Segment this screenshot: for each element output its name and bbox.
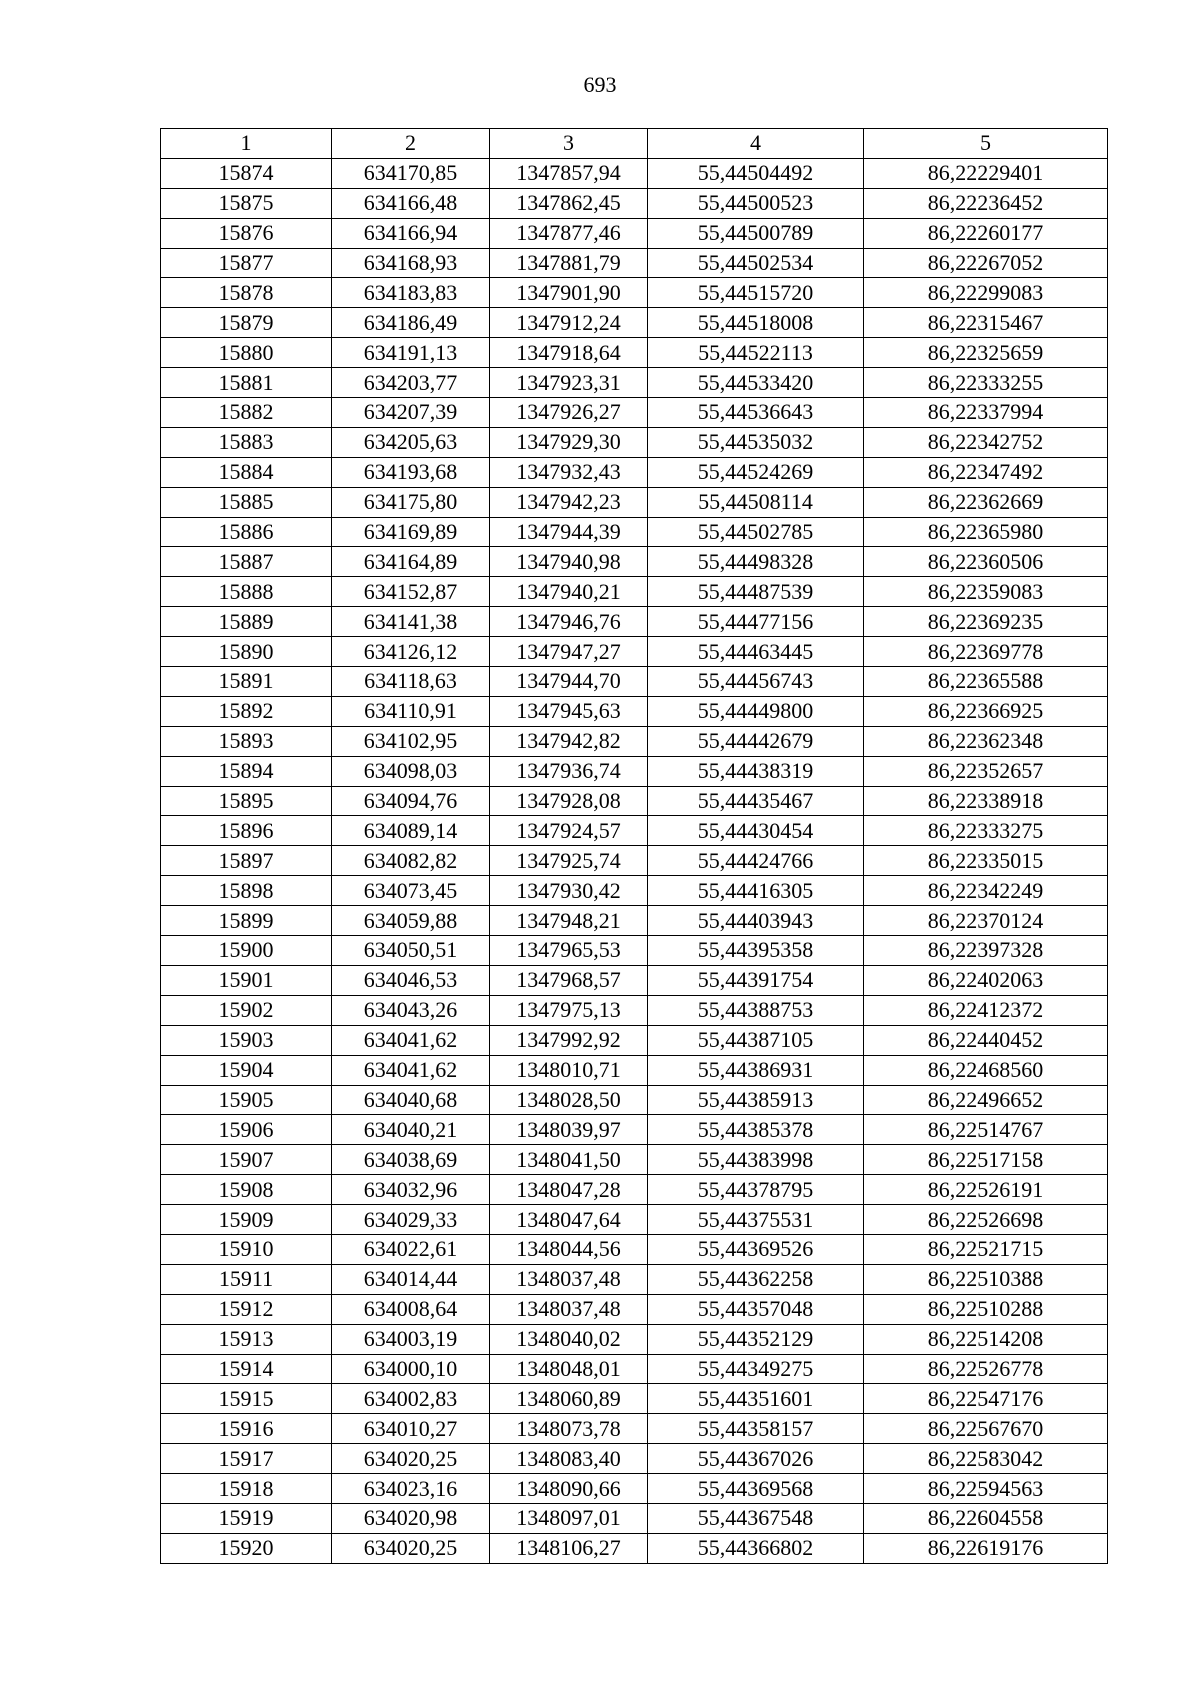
longitude-cell: 86,22412372 [864,995,1108,1025]
point-number-cell: 15874 [161,158,332,188]
y-coordinate-cell: 1348106,27 [490,1533,648,1563]
x-coordinate-cell: 634040,21 [332,1115,490,1145]
longitude-cell: 86,22342249 [864,876,1108,906]
point-number-cell: 15899 [161,906,332,936]
point-number-cell: 15907 [161,1145,332,1175]
column-header-4: 4 [648,129,864,159]
longitude-cell: 86,22514208 [864,1324,1108,1354]
table-row [161,965,1108,995]
point-number-cell: 15901 [161,965,332,995]
point-number-cell: 15883 [161,427,332,457]
y-coordinate-cell: 1348037,48 [490,1294,648,1324]
point-number-cell: 15910 [161,1234,332,1264]
longitude-cell: 86,22440452 [864,1025,1108,1055]
table-row [161,547,1108,577]
point-number-cell: 15887 [161,547,332,577]
latitude-cell: 55,44367026 [648,1444,864,1474]
latitude-cell: 55,44536643 [648,398,864,428]
longitude-cell: 86,22267052 [864,248,1108,278]
longitude-cell: 86,22299083 [864,278,1108,308]
column-header-5: 5 [864,129,1108,159]
y-coordinate-cell: 1347965,53 [490,936,648,966]
latitude-cell: 55,44442679 [648,726,864,756]
longitude-cell: 86,22325659 [864,338,1108,368]
y-coordinate-cell: 1348040,02 [490,1324,648,1354]
point-number-cell: 15918 [161,1474,332,1504]
table-row [161,906,1108,936]
point-number-cell: 15904 [161,1055,332,1085]
longitude-cell: 86,22526698 [864,1205,1108,1235]
table-row [161,188,1108,218]
table-row [161,1294,1108,1324]
point-number-cell: 15920 [161,1533,332,1563]
latitude-cell: 55,44535032 [648,427,864,457]
point-number-cell: 15885 [161,487,332,517]
latitude-cell: 55,44378795 [648,1175,864,1205]
table-row [161,1354,1108,1384]
latitude-cell: 55,44362258 [648,1264,864,1294]
x-coordinate-cell: 634152,87 [332,577,490,607]
latitude-cell: 55,44438319 [648,756,864,786]
point-number-cell: 15877 [161,248,332,278]
y-coordinate-cell: 1347912,24 [490,308,648,338]
point-number-cell: 15903 [161,1025,332,1055]
table-row [161,457,1108,487]
longitude-cell: 86,22229401 [864,158,1108,188]
table-row [161,338,1108,368]
point-number-cell: 15917 [161,1444,332,1474]
latitude-cell: 55,44358157 [648,1414,864,1444]
x-coordinate-cell: 634102,95 [332,726,490,756]
point-number-cell: 15882 [161,398,332,428]
table-row [161,876,1108,906]
latitude-cell: 55,44375531 [648,1205,864,1235]
x-coordinate-cell: 634183,83 [332,278,490,308]
y-coordinate-cell: 1347968,57 [490,965,648,995]
y-coordinate-cell: 1347925,74 [490,846,648,876]
table-header [161,129,1108,159]
table-row [161,248,1108,278]
latitude-cell: 55,44385913 [648,1085,864,1115]
longitude-cell: 86,22362669 [864,487,1108,517]
table-row [161,936,1108,966]
y-coordinate-cell: 1347901,90 [490,278,648,308]
latitude-cell: 55,44435467 [648,786,864,816]
x-coordinate-cell: 634170,85 [332,158,490,188]
longitude-cell: 86,22369235 [864,607,1108,637]
y-coordinate-cell: 1348073,78 [490,1414,648,1444]
longitude-cell: 86,22370124 [864,906,1108,936]
table-row [161,607,1108,637]
coordinates-table [160,128,1108,1564]
latitude-cell: 55,44463445 [648,637,864,667]
latitude-cell: 55,44430454 [648,816,864,846]
point-number-cell: 15916 [161,1414,332,1444]
y-coordinate-cell: 1347940,21 [490,577,648,607]
latitude-cell: 55,44502785 [648,517,864,547]
y-coordinate-cell: 1348044,56 [490,1234,648,1264]
point-number-cell: 15919 [161,1503,332,1533]
x-coordinate-cell: 634023,16 [332,1474,490,1504]
x-coordinate-cell: 634020,25 [332,1444,490,1474]
latitude-cell: 55,44357048 [648,1294,864,1324]
latitude-cell: 55,44369526 [648,1234,864,1264]
x-coordinate-cell: 634203,77 [332,368,490,398]
latitude-cell: 55,44387105 [648,1025,864,1055]
table-row [161,1264,1108,1294]
x-coordinate-cell: 634059,88 [332,906,490,936]
table-row [161,1414,1108,1444]
table-row [161,696,1108,726]
latitude-cell: 55,44369568 [648,1474,864,1504]
point-number-cell: 15895 [161,786,332,816]
latitude-cell: 55,44508114 [648,487,864,517]
y-coordinate-cell: 1347930,42 [490,876,648,906]
point-number-cell: 15893 [161,726,332,756]
y-coordinate-cell: 1347992,92 [490,1025,648,1055]
longitude-cell: 86,22526191 [864,1175,1108,1205]
latitude-cell: 55,44502534 [648,248,864,278]
longitude-cell: 86,22365980 [864,517,1108,547]
table-row [161,1055,1108,1085]
point-number-cell: 15890 [161,637,332,667]
longitude-cell: 86,22496652 [864,1085,1108,1115]
point-number-cell: 15911 [161,1264,332,1294]
y-coordinate-cell: 1347936,74 [490,756,648,786]
longitude-cell: 86,22514767 [864,1115,1108,1145]
x-coordinate-cell: 634175,80 [332,487,490,517]
table-row [161,1234,1108,1264]
x-coordinate-cell: 634193,68 [332,457,490,487]
y-coordinate-cell: 1347923,31 [490,368,648,398]
column-header-1: 1 [161,129,332,159]
latitude-cell: 55,44498328 [648,547,864,577]
point-number-cell: 15915 [161,1384,332,1414]
x-coordinate-cell: 634003,19 [332,1324,490,1354]
longitude-cell: 86,22526778 [864,1354,1108,1384]
longitude-cell: 86,22369778 [864,637,1108,667]
table-row [161,786,1108,816]
latitude-cell: 55,44388753 [648,995,864,1025]
header-row [161,129,1108,159]
point-number-cell: 15878 [161,278,332,308]
y-coordinate-cell: 1348010,71 [490,1055,648,1085]
longitude-cell: 86,22510388 [864,1264,1108,1294]
table-row [161,1384,1108,1414]
latitude-cell: 55,44366802 [648,1533,864,1563]
x-coordinate-cell: 634166,94 [332,218,490,248]
table-row [161,1324,1108,1354]
point-number-cell: 15906 [161,1115,332,1145]
longitude-cell: 86,22260177 [864,218,1108,248]
y-coordinate-cell: 1347926,27 [490,398,648,428]
y-coordinate-cell: 1348041,50 [490,1145,648,1175]
table-row [161,1085,1108,1115]
y-coordinate-cell: 1348083,40 [490,1444,648,1474]
y-coordinate-cell: 1348047,64 [490,1205,648,1235]
latitude-cell: 55,44477156 [648,607,864,637]
table-row [161,637,1108,667]
longitude-cell: 86,22342752 [864,427,1108,457]
latitude-cell: 55,44395358 [648,936,864,966]
y-coordinate-cell: 1347944,39 [490,517,648,547]
longitude-cell: 86,22236452 [864,188,1108,218]
point-number-cell: 15900 [161,936,332,966]
longitude-cell: 86,22333255 [864,368,1108,398]
table-row [161,1444,1108,1474]
y-coordinate-cell: 1347857,94 [490,158,648,188]
point-number-cell: 15913 [161,1324,332,1354]
x-coordinate-cell: 634000,10 [332,1354,490,1384]
page-number: 693 [583,72,617,97]
y-coordinate-cell: 1348097,01 [490,1503,648,1533]
latitude-cell: 55,44367548 [648,1503,864,1533]
point-number-cell: 15894 [161,756,332,786]
latitude-cell: 55,44386931 [648,1055,864,1085]
longitude-cell: 86,22352657 [864,756,1108,786]
longitude-cell: 86,22402063 [864,965,1108,995]
x-coordinate-cell: 634186,49 [332,308,490,338]
x-coordinate-cell: 634169,89 [332,517,490,547]
longitude-cell: 86,22547176 [864,1384,1108,1414]
table-row [161,427,1108,457]
y-coordinate-cell: 1347881,79 [490,248,648,278]
y-coordinate-cell: 1347975,13 [490,995,648,1025]
x-coordinate-cell: 634141,38 [332,607,490,637]
latitude-cell: 55,44500789 [648,218,864,248]
y-coordinate-cell: 1347918,64 [490,338,648,368]
y-coordinate-cell: 1348028,50 [490,1085,648,1115]
table-row [161,158,1108,188]
x-coordinate-cell: 634166,48 [332,188,490,218]
y-coordinate-cell: 1347928,08 [490,786,648,816]
x-coordinate-cell: 634014,44 [332,1264,490,1294]
latitude-cell: 55,44518008 [648,308,864,338]
point-number-cell: 15881 [161,368,332,398]
point-number-cell: 15905 [161,1085,332,1115]
table-row [161,517,1108,547]
table-row [161,995,1108,1025]
x-coordinate-cell: 634002,83 [332,1384,490,1414]
latitude-cell: 55,44533420 [648,368,864,398]
latitude-cell: 55,44403943 [648,906,864,936]
x-coordinate-cell: 634020,98 [332,1503,490,1533]
longitude-cell: 86,22337994 [864,398,1108,428]
table-row [161,487,1108,517]
y-coordinate-cell: 1348060,89 [490,1384,648,1414]
x-coordinate-cell: 634164,89 [332,547,490,577]
y-coordinate-cell: 1347942,23 [490,487,648,517]
latitude-cell: 55,44383998 [648,1145,864,1175]
point-number-cell: 15875 [161,188,332,218]
latitude-cell: 55,44352129 [648,1324,864,1354]
latitude-cell: 55,44385378 [648,1115,864,1145]
x-coordinate-cell: 634032,96 [332,1175,490,1205]
table-row [161,368,1108,398]
point-number-cell: 15914 [161,1354,332,1384]
table-row [161,218,1108,248]
longitude-cell: 86,22517158 [864,1145,1108,1175]
longitude-cell: 86,22583042 [864,1444,1108,1474]
longitude-cell: 86,22521715 [864,1234,1108,1264]
x-coordinate-cell: 634020,25 [332,1533,490,1563]
coordinates-table-container [160,128,1108,1564]
x-coordinate-cell: 634094,76 [332,786,490,816]
longitude-cell: 86,22338918 [864,786,1108,816]
y-coordinate-cell: 1348048,01 [490,1354,648,1384]
latitude-cell: 55,44349275 [648,1354,864,1384]
x-coordinate-cell: 634050,51 [332,936,490,966]
x-coordinate-cell: 634010,27 [332,1414,490,1444]
latitude-cell: 55,44524269 [648,457,864,487]
y-coordinate-cell: 1347942,82 [490,726,648,756]
point-number-cell: 15886 [161,517,332,547]
y-coordinate-cell: 1347944,70 [490,667,648,697]
y-coordinate-cell: 1348037,48 [490,1264,648,1294]
longitude-cell: 86,22335015 [864,846,1108,876]
longitude-cell: 86,22365588 [864,667,1108,697]
column-header-2: 2 [332,129,490,159]
x-coordinate-cell: 634022,61 [332,1234,490,1264]
x-coordinate-cell: 634118,63 [332,667,490,697]
x-coordinate-cell: 634041,62 [332,1025,490,1055]
y-coordinate-cell: 1347948,21 [490,906,648,936]
latitude-cell: 55,44456743 [648,667,864,697]
point-number-cell: 15891 [161,667,332,697]
point-number-cell: 15880 [161,338,332,368]
point-number-cell: 15912 [161,1294,332,1324]
longitude-cell: 86,22397328 [864,936,1108,966]
point-number-cell: 15909 [161,1205,332,1235]
table-row [161,1205,1108,1235]
x-coordinate-cell: 634110,91 [332,696,490,726]
table-row [161,1145,1108,1175]
point-number-cell: 15879 [161,308,332,338]
table-row [161,278,1108,308]
x-coordinate-cell: 634040,68 [332,1085,490,1115]
y-coordinate-cell: 1347946,76 [490,607,648,637]
longitude-cell: 86,22315467 [864,308,1108,338]
table-row [161,1025,1108,1055]
x-coordinate-cell: 634089,14 [332,816,490,846]
longitude-cell: 86,22619176 [864,1533,1108,1563]
table-body [161,158,1108,1563]
x-coordinate-cell: 634191,13 [332,338,490,368]
latitude-cell: 55,44504492 [648,158,864,188]
x-coordinate-cell: 634207,39 [332,398,490,428]
table-row [161,846,1108,876]
longitude-cell: 86,22468560 [864,1055,1108,1085]
point-number-cell: 15897 [161,846,332,876]
longitude-cell: 86,22366925 [864,696,1108,726]
point-number-cell: 15884 [161,457,332,487]
x-coordinate-cell: 634046,53 [332,965,490,995]
latitude-cell: 55,44515720 [648,278,864,308]
y-coordinate-cell: 1347862,45 [490,188,648,218]
point-number-cell: 15902 [161,995,332,1025]
table-row [161,1175,1108,1205]
longitude-cell: 86,22359083 [864,577,1108,607]
table-row [161,308,1108,338]
y-coordinate-cell: 1347877,46 [490,218,648,248]
table-row [161,1115,1108,1145]
latitude-cell: 55,44351601 [648,1384,864,1414]
x-coordinate-cell: 634073,45 [332,876,490,906]
longitude-cell: 86,22362348 [864,726,1108,756]
y-coordinate-cell: 1348047,28 [490,1175,648,1205]
x-coordinate-cell: 634029,33 [332,1205,490,1235]
point-number-cell: 15898 [161,876,332,906]
longitude-cell: 86,22347492 [864,457,1108,487]
latitude-cell: 55,44487539 [648,577,864,607]
point-number-cell: 15892 [161,696,332,726]
latitude-cell: 55,44391754 [648,965,864,995]
x-coordinate-cell: 634008,64 [332,1294,490,1324]
x-coordinate-cell: 634168,93 [332,248,490,278]
longitude-cell: 86,22360506 [864,547,1108,577]
point-number-cell: 15896 [161,816,332,846]
column-header-3: 3 [490,129,648,159]
table-row [161,1503,1108,1533]
y-coordinate-cell: 1348039,97 [490,1115,648,1145]
y-coordinate-cell: 1348090,66 [490,1474,648,1504]
longitude-cell: 86,22567670 [864,1414,1108,1444]
x-coordinate-cell: 634038,69 [332,1145,490,1175]
x-coordinate-cell: 634098,03 [332,756,490,786]
y-coordinate-cell: 1347929,30 [490,427,648,457]
y-coordinate-cell: 1347940,98 [490,547,648,577]
table-row [161,816,1108,846]
longitude-cell: 86,22333275 [864,816,1108,846]
table-row [161,577,1108,607]
y-coordinate-cell: 1347932,43 [490,457,648,487]
y-coordinate-cell: 1347947,27 [490,637,648,667]
x-coordinate-cell: 634043,26 [332,995,490,1025]
table-row [161,1533,1108,1563]
longitude-cell: 86,22510288 [864,1294,1108,1324]
x-coordinate-cell: 634082,82 [332,846,490,876]
point-number-cell: 15908 [161,1175,332,1205]
latitude-cell: 55,44416305 [648,876,864,906]
latitude-cell: 55,44500523 [648,188,864,218]
latitude-cell: 55,44449800 [648,696,864,726]
longitude-cell: 86,22594563 [864,1474,1108,1504]
y-coordinate-cell: 1347924,57 [490,816,648,846]
table-row [161,1474,1108,1504]
x-coordinate-cell: 634205,63 [332,427,490,457]
x-coordinate-cell: 634126,12 [332,637,490,667]
longitude-cell: 86,22604558 [864,1503,1108,1533]
x-coordinate-cell: 634041,62 [332,1055,490,1085]
latitude-cell: 55,44522113 [648,338,864,368]
table-row [161,398,1108,428]
point-number-cell: 15876 [161,218,332,248]
latitude-cell: 55,44424766 [648,846,864,876]
table-row [161,756,1108,786]
table-row [161,667,1108,697]
table-row [161,726,1108,756]
y-coordinate-cell: 1347945,63 [490,696,648,726]
point-number-cell: 15888 [161,577,332,607]
point-number-cell: 15889 [161,607,332,637]
